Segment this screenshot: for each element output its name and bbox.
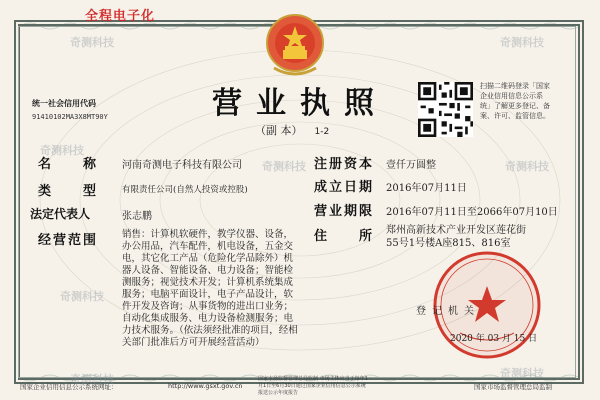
watermark: 奇测科技 xyxy=(500,367,544,380)
national-emblem-icon xyxy=(260,10,330,80)
address-label: 住 所 xyxy=(314,229,375,244)
name-label: 名 称 xyxy=(38,157,99,172)
term-value: 2016年07月11日至2066年07月10日 xyxy=(386,207,558,218)
footer-supervisor: 国家市场监督管理总局监制 xyxy=(474,383,552,391)
watermark: 奇测科技 xyxy=(500,36,544,49)
watermark: 奇测科技 xyxy=(262,160,306,173)
watermark: 奇测科技 xyxy=(70,373,114,386)
legal-rep-label: 法定代表人 xyxy=(30,207,91,221)
type-value: 有限责任公司(自然人投资或控股) xyxy=(122,185,248,195)
copy-subtitle xyxy=(255,122,329,138)
copy-number: 1-2 xyxy=(314,127,330,137)
watermark: 奇测科技 xyxy=(70,36,114,49)
founded-value: 2016年07月11日 xyxy=(386,183,467,194)
founded-label: 成立日期 xyxy=(314,180,375,195)
scope-label: 经营范围 xyxy=(38,233,99,248)
qr-instructions: 扫描二维码登录「国家企业信用信息公示系统」了解更多登记、备案、许可、监管信息。 xyxy=(480,82,550,120)
watermark: 奇测科技 xyxy=(505,160,549,173)
footer-system-label: 国家企业信用信息公示系统网址： xyxy=(20,383,118,391)
footer-notice: 国家市场监督管理总局监制 市场主体应当于每年1月1日至6月30日通过国家企业信用信息公示系统报送公示年度报告 xyxy=(258,376,368,396)
credit-code-label: 统一社会信用代码 xyxy=(32,99,96,108)
address-value: 郑州高新技术产业开发区莲花街55号1号楼A座815、816室 xyxy=(386,225,526,249)
term-label: 营业期限 xyxy=(314,204,375,219)
capital-value: 壹仟万圆整 xyxy=(386,160,436,171)
issue-date: 2020 年 03 月 15 日 xyxy=(450,334,538,344)
electronic-tag: 全程电子化 xyxy=(85,9,156,24)
watermark: 奇测科技 xyxy=(40,144,84,157)
scope-value: 销售：计算机软硬件，教学仪器、设备，办公用品，汽车配件，机电设备，五金交电，其它化工产品（危险化学品除外）机器人设备、智能设备、电力设备；智能检测服务；视觉技术开发；计算机系统集成服务；电脑平面设计，电子产品设计，软件开发及咨询；从事货物的进出口业务；自动化集成服务、电力设备检测服务；电力技术服务。（依法须经批准的项目，经相关部门批准后方可开展经营活动） xyxy=(122,229,298,348)
credit-code-value: 91410102MA3X8MT90Y xyxy=(32,113,108,121)
type-label: 类 型 xyxy=(38,184,99,199)
capital-label: 注册资本 xyxy=(314,157,375,172)
watermark: 奇测科技 xyxy=(60,290,104,303)
subtitle-text: （副 本） xyxy=(255,124,303,137)
legal-rep-value: 张志鹏 xyxy=(122,211,152,222)
footer-url-link[interactable]: http://www.gsxt.gov.cn xyxy=(168,382,243,390)
qr-code-icon[interactable] xyxy=(418,82,473,137)
registration-authority-label: 登记机关 xyxy=(416,306,480,317)
name-value: 河南奇测电子科技有限公司 xyxy=(122,160,242,171)
document-title: 营业执照 xyxy=(212,86,388,121)
